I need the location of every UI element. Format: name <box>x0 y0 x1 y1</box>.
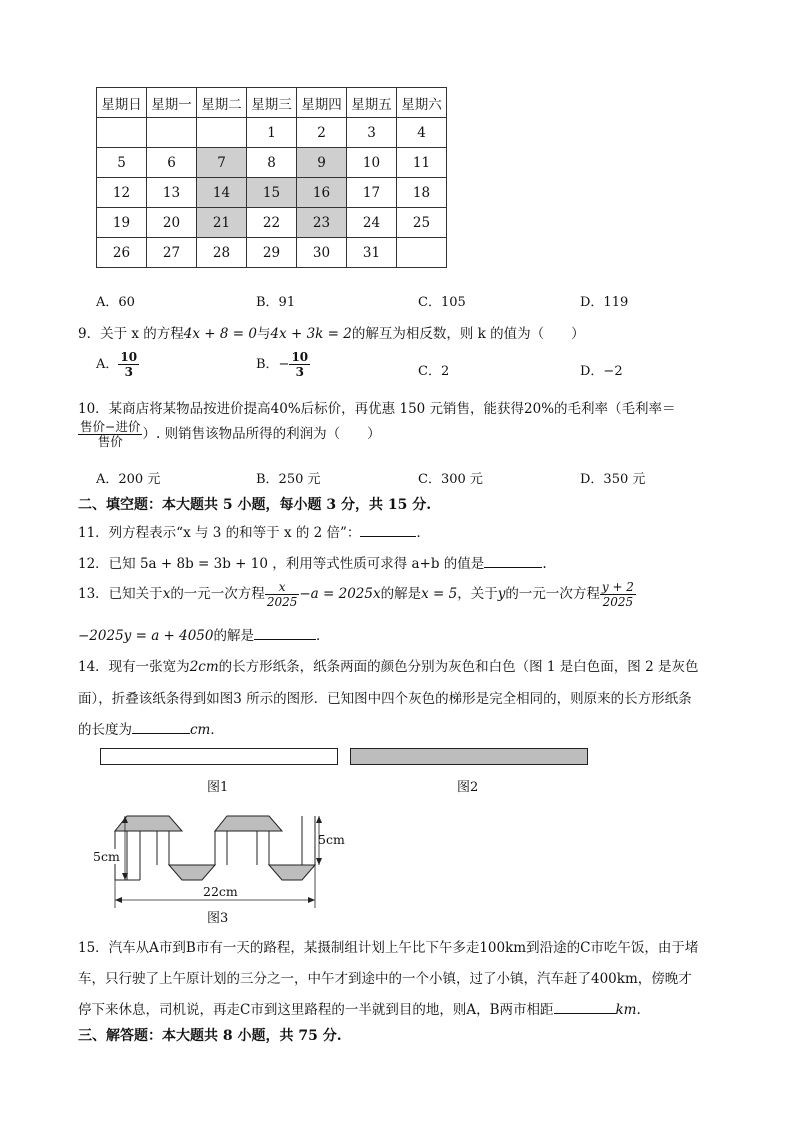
q11-answer-blank[interactable] <box>360 522 416 537</box>
q13-end: ． <box>316 628 330 644</box>
q15-line3: 停下来休息，司机说，再走C市到这里路程的一半就到目的地，则A，B两市相距 <box>78 1002 554 1018</box>
calendar-cell: 1 <box>247 118 297 148</box>
q14-end: ． <box>210 722 224 738</box>
calendar-header-cell: 星期二 <box>197 88 247 118</box>
section-2-heading: 二、填空题：本大题共 5 小题，每小题 3 分，共 15 分. <box>78 497 432 513</box>
q13-f1-den: 2025 <box>266 595 298 609</box>
calendar-cell: 14 <box>197 178 247 208</box>
q10-option-a: A．200 元 <box>96 472 161 487</box>
q13-line2b: 的解是 <box>213 628 254 644</box>
calendar-table <box>96 87 447 268</box>
q8-option-d: D．119 <box>580 295 629 310</box>
question-11 <box>78 521 430 541</box>
calendar-header-cell: 星期日 <box>97 88 147 118</box>
q14-answer-blank[interactable] <box>132 719 190 734</box>
calendar-cell: 16 <box>297 178 347 208</box>
calendar-cell: 30 <box>297 238 347 268</box>
calendar-cell: 20 <box>147 208 197 238</box>
calendar-cell: 17 <box>347 178 397 208</box>
calendar-header-row <box>97 88 447 118</box>
calendar-cell: 10 <box>347 148 397 178</box>
calendar-cell: 21 <box>197 208 247 238</box>
calendar-cell: 3 <box>347 118 397 148</box>
q10-option-b: B．250 元 <box>256 472 321 487</box>
calendar-header-cell: 星期一 <box>147 88 197 118</box>
calendar-cell: 8 <box>247 148 297 178</box>
calendar-cell: 11 <box>397 148 447 178</box>
q9-text-c: 的解互为相反数，则 k 的值为（ ） <box>351 326 585 342</box>
q15-unit: km <box>615 1002 637 1018</box>
q15-line2: 车，只行驶了上午原计划的三分之一，中午才到途中的一个小镇，过了小镇，汽车赶了400km，傍晚才 <box>78 971 692 987</box>
section-3-heading: 三、解答题：本大题共 8 小题，共 75 分. <box>78 1028 342 1044</box>
q13-x: x <box>162 586 171 602</box>
q13-f1-num: x <box>265 580 300 595</box>
q9-opta-prefix: A． <box>96 357 119 372</box>
question-13-line1 <box>78 580 636 609</box>
q14-unit: cm <box>190 722 211 738</box>
q10-line2-wrap <box>78 420 381 449</box>
q10-line1: 10．某商店将某物品按进价提高40%后标价，再优惠 150 元销售，能获得20%的毛利率（毛利率＝ <box>78 401 676 417</box>
q13-line2: −2025y = a + 4050 <box>78 628 214 644</box>
calendar-cell <box>397 238 447 268</box>
q9-text-b: 与 <box>256 326 271 342</box>
calendar-cell: 5 <box>97 148 147 178</box>
calendar-cell: 7 <box>197 148 247 178</box>
calendar-row <box>97 178 447 208</box>
calendar-cell: 31 <box>347 238 397 268</box>
q12-answer-blank[interactable] <box>484 553 542 568</box>
q9-optb-den: 3 <box>295 365 304 379</box>
q14-width: 2cm <box>189 659 219 675</box>
q14-line1a: 14．现有一张宽为 <box>78 659 190 675</box>
question-13-line2 <box>78 624 330 644</box>
q10-option-c: C．300 元 <box>418 472 483 487</box>
q10-line2: ）. 则销售该物品所得的利润为（ ） <box>142 426 381 442</box>
calendar-cell: 27 <box>147 238 197 268</box>
calendar-cell: 9 <box>297 148 347 178</box>
q10-frac-den: 售价 <box>97 434 123 449</box>
q9-eq2: 4x + 3k = 2 <box>270 326 352 342</box>
calendar-cell: 15 <box>247 178 297 208</box>
figure-1-white-strip <box>100 748 338 765</box>
q14-line3 <box>78 718 224 738</box>
q15-end: . <box>636 1002 641 1018</box>
calendar-cell: 22 <box>247 208 297 238</box>
q9-optb-prefix: B．− <box>256 357 290 372</box>
figure-3-right-dimension: 5cm <box>318 832 345 847</box>
calendar-row <box>97 118 447 148</box>
calendar-cell: 12 <box>97 178 147 208</box>
calendar-cell: 19 <box>97 208 147 238</box>
calendar-cell: 29 <box>247 238 297 268</box>
calendar-cell: 2 <box>297 118 347 148</box>
q8-option-b: B．91 <box>256 295 296 310</box>
figure-2-gray-strip <box>350 748 588 765</box>
calendar-header-cell: 星期六 <box>397 88 447 118</box>
q13-t2: 的一元一次方程 <box>170 586 265 602</box>
q14-line2: 面），折叠该纸条得到如图3 所示的图形．已知图中四个灰色的梯形是完全相同的，则原来的长方形纸条 <box>78 691 692 707</box>
q9-opta-den: 3 <box>124 365 133 379</box>
q14-line3-text: 的长度为 <box>78 722 132 738</box>
calendar-row <box>97 148 447 178</box>
calendar-cell: 28 <box>197 238 247 268</box>
q13-t4: 的解是 <box>380 586 422 602</box>
q9-opta-num: 10 <box>120 350 138 364</box>
q13-y: y <box>497 586 506 602</box>
calendar-cell: 4 <box>397 118 447 148</box>
q9-eq1: 4x + 8 = 0 <box>183 326 257 342</box>
question-12 <box>78 552 547 572</box>
calendar-cell: 23 <box>297 208 347 238</box>
figure-3-left-dimension: 5cm <box>93 849 120 864</box>
q12-end: . <box>542 556 547 572</box>
q14-line1 <box>78 655 698 675</box>
calendar-cell: 26 <box>97 238 147 268</box>
calendar-cell <box>147 118 197 148</box>
figure-3-bottom-dimension: 22cm <box>203 884 238 899</box>
calendar-cell: 6 <box>147 148 197 178</box>
q10-option-d: D．350 元 <box>580 472 646 487</box>
figure-3-caption: 图3 <box>207 911 229 926</box>
calendar-header-cell: 星期五 <box>347 88 397 118</box>
calendar-row <box>97 208 447 238</box>
q15-line1: 15．汽车从A市到B市有一天的路程，某摄制组计划上午比下午多走100km到沿途的C市吃午饭，由于堵 <box>78 940 699 956</box>
q13-t5: x = 5 <box>421 586 458 602</box>
q9-text-a: 9．关于 x 的方程 <box>78 326 184 342</box>
q13-answer-blank[interactable] <box>254 625 316 640</box>
calendar-cell: 18 <box>397 178 447 208</box>
calendar-row <box>97 238 447 268</box>
calendar-header-cell: 星期四 <box>297 88 347 118</box>
q11-text: 11．列方程表示“x 与 3 的和等于 x 的 2 倍”： <box>78 525 361 541</box>
q13-t1: 13．已知关于 <box>78 586 163 602</box>
q12-text: 12．已知 5a + 8b = 3b + 10 ，利用等式性质可求得 a+b 的值是 <box>78 556 485 572</box>
q10-frac-num: 售价−进价 <box>80 419 141 434</box>
figure-1-caption: 图1 <box>207 780 229 795</box>
q8-option-a: A．60 <box>96 295 135 310</box>
q15-line3-wrap <box>78 998 641 1018</box>
q13-f2-num: y + 2 <box>601 580 634 594</box>
calendar-cell: 25 <box>397 208 447 238</box>
q9-option-c: C．2 <box>418 364 450 379</box>
q8-option-c: C．105 <box>418 295 466 310</box>
figure-2-caption: 图2 <box>457 780 479 795</box>
calendar-header-cell: 星期三 <box>247 88 297 118</box>
calendar-cell: 13 <box>147 178 197 208</box>
question-9 <box>78 322 585 342</box>
q15-answer-blank[interactable] <box>554 999 616 1014</box>
q14-line1b: 的长方形纸条，纸条两面的颜色分别为灰色和白色（图 1 是白色面，图 2 是灰色 <box>218 659 699 675</box>
calendar-cell <box>197 118 247 148</box>
q13-t7: 的一元一次方程 <box>505 586 600 602</box>
q13-t3: −a = 2025x <box>299 586 381 602</box>
q9-option-d: D．−2 <box>580 364 623 379</box>
calendar-cell: 24 <box>347 208 397 238</box>
q13-t6: ，关于 <box>457 586 498 602</box>
calendar-cell <box>97 118 147 148</box>
q13-f2-den: 2025 <box>602 595 634 609</box>
q9-optb-num: 10 <box>291 350 309 364</box>
q11-end: ． <box>416 525 430 541</box>
q9-option-a <box>96 350 139 379</box>
q9-option-b <box>256 350 310 379</box>
